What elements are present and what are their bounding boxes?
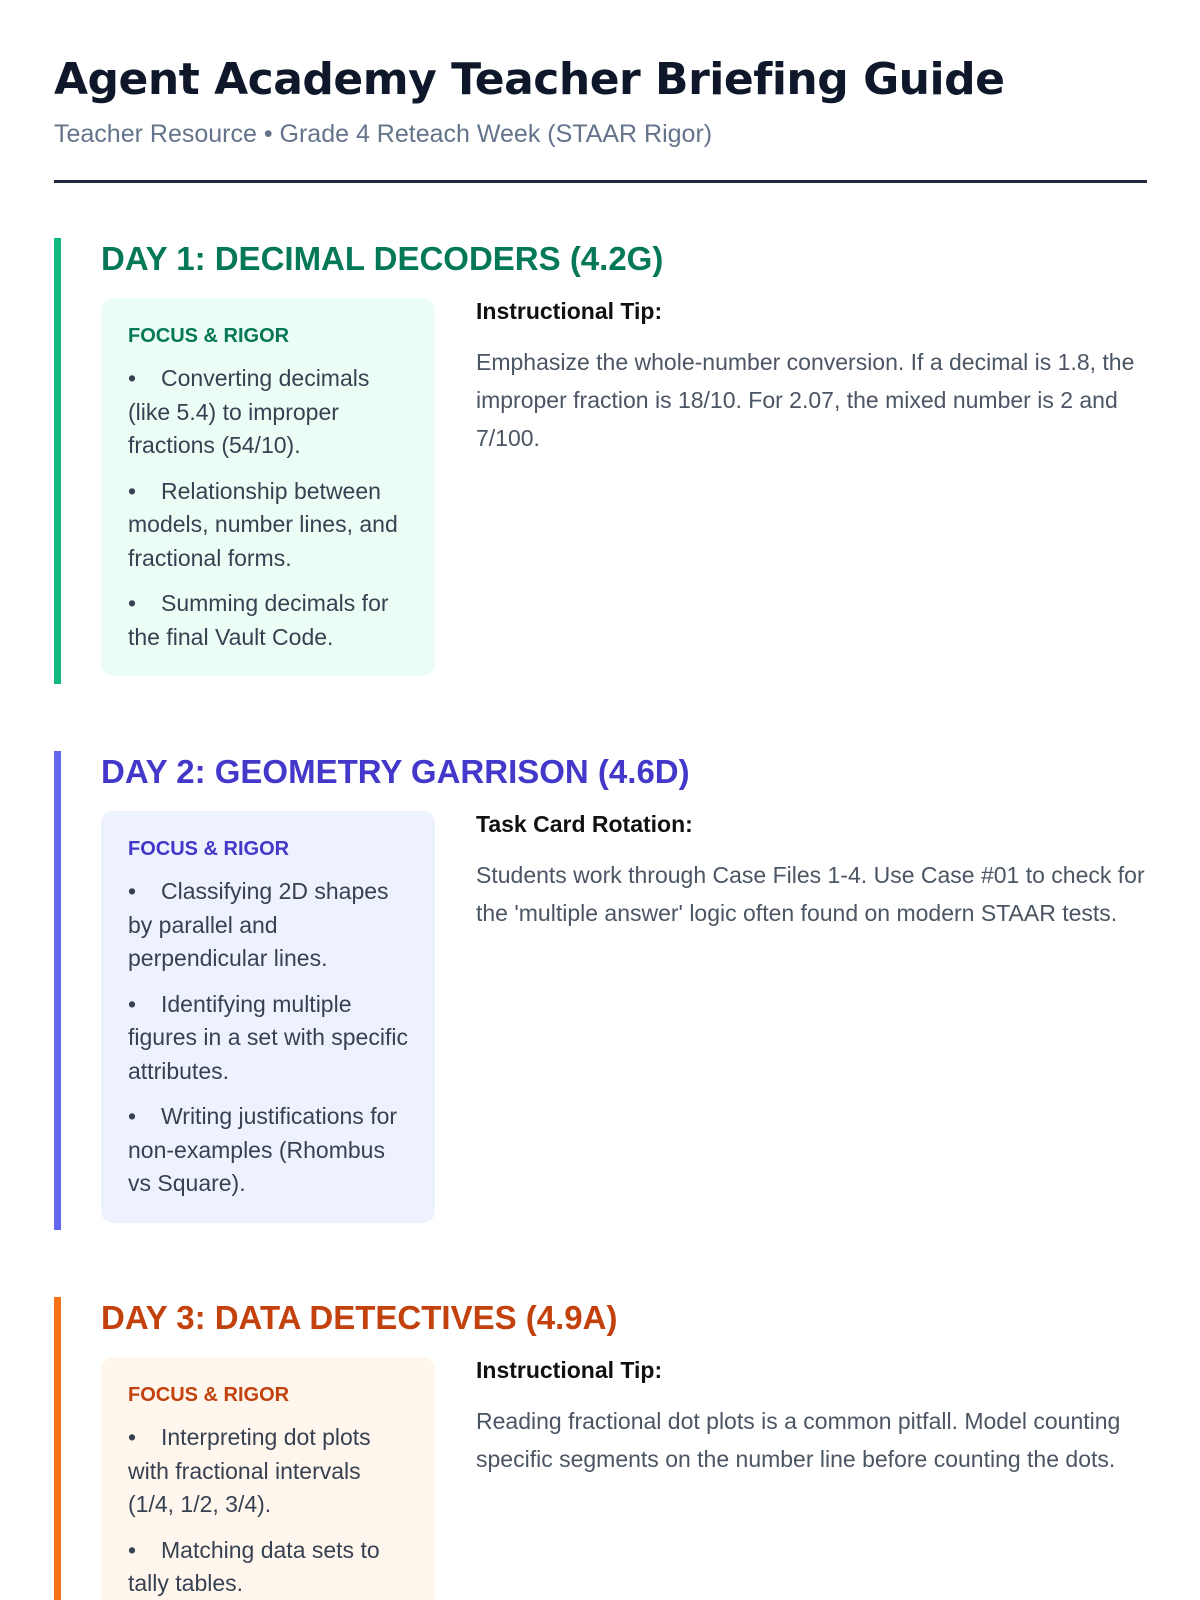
tip-heading: Instructional Tip: [476, 1357, 663, 1383]
bullet-icon: • [128, 1103, 137, 1129]
focus-list-item [128, 1534, 413, 1600]
page-title: Agent Academy Teacher Briefing Guide [54, 54, 1005, 105]
bullet-icon: • [128, 365, 137, 391]
day-accent-bar [54, 1297, 61, 1600]
page-subtitle: Teacher Resource • Grade 4 Reteach Week (STAAR Rigor) [54, 120, 713, 148]
tip-body: Students work through Case Files 1-4. Use Case #01 to check for the 'multiple answer' logic often found on modern STAAR tests. [476, 862, 1145, 926]
tip-heading: Task Card Rotation: [476, 811, 693, 837]
day-accent-bar [54, 238, 61, 684]
focus-rigor-box [101, 811, 435, 1223]
focus-label: FOCUS & RIGOR [128, 838, 290, 860]
focus-list-item [128, 362, 413, 463]
bullet-icon: • [128, 1536, 137, 1563]
focus-list-item [128, 1421, 413, 1522]
focus-list-item [128, 587, 413, 654]
task-card-rotation [476, 811, 1147, 932]
focus-item-text: Interpreting dot plots with fractional intervals (1/4, 1/2, 3/4). [128, 1424, 371, 1517]
focus-list-item [128, 875, 413, 976]
focus-rigor-box [101, 1357, 435, 1600]
focus-item-text: Writing justifications for non-examples (Rhombus vs Square). [128, 1103, 398, 1196]
focus-rigor-box [101, 298, 435, 676]
bullet-icon: • [128, 878, 137, 904]
focus-list [128, 362, 413, 654]
bullet-icon: • [128, 990, 137, 1017]
tip-body: Emphasize the whole-number conversion. If a decimal is 1.8, the improper fraction is 18/10. For 2.07, the mixed number is 2 and 7/100. [476, 349, 1135, 451]
focus-list [128, 875, 413, 1201]
focus-item-text: Classifying 2D shapes by parallel and perpendicular lines. [128, 878, 389, 971]
bullet-icon: • [128, 1424, 137, 1450]
day-title: DAY 2: GEOMETRY GARRISON (4.6D) [101, 753, 690, 790]
day-accent-bar [54, 751, 61, 1230]
focus-item-text: Summing decimals for the final Vault Code. [128, 590, 389, 650]
tip-heading: Instructional Tip: [476, 298, 663, 324]
tip-body: Reading fractional dot plots is a common pitfall. Model counting specific segments on the number line before counting the dots. [476, 1408, 1121, 1472]
bullet-icon: • [128, 477, 137, 504]
day-2-section [54, 751, 1147, 1230]
focus-item-text: Matching data sets to tally tables. [128, 1536, 380, 1596]
day-3-section [54, 1297, 1147, 1600]
focus-list-item [128, 475, 413, 576]
focus-label: FOCUS & RIGOR [128, 1384, 290, 1406]
focus-item-text: Identifying multiple figures in a set with specific attributes. [128, 990, 408, 1084]
focus-item-text: Relationship between models, number lines, and fractional forms. [128, 477, 398, 571]
focus-list [128, 1421, 413, 1600]
instructional-tip [476, 1357, 1147, 1478]
instructional-tip [476, 298, 1147, 457]
focus-label: FOCUS & RIGOR [128, 325, 290, 347]
day-1-section [54, 238, 1147, 684]
bullet-icon: • [128, 590, 137, 616]
focus-list-item [128, 1100, 413, 1201]
header-divider [54, 180, 1147, 183]
day-title: DAY 3: DATA DETECTIVES (4.9A) [101, 1299, 618, 1336]
focus-list-item [128, 988, 413, 1089]
day-title: DAY 1: DECIMAL DECODERS (4.2G) [101, 240, 664, 277]
focus-item-text: Converting decimals (like 5.4) to improper fractions (54/10). [128, 365, 370, 458]
